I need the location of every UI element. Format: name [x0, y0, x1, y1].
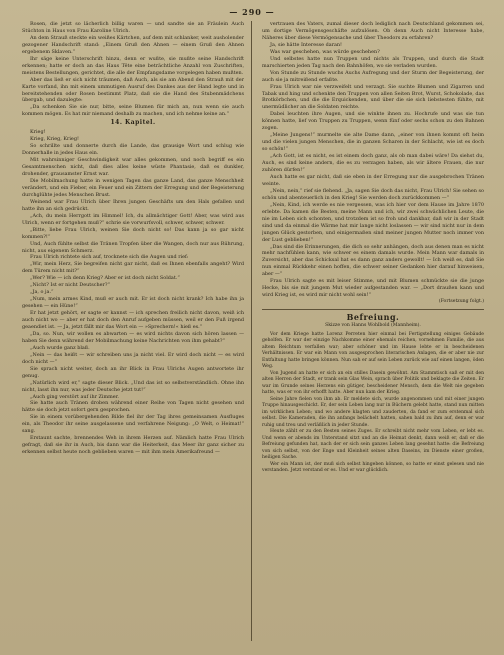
paragraph: „Num, mein armes Kind, muß er auch mit. Er ist doch nicht krank? Ich habe ihn ja gesehen — ein Hüne!“	[22, 296, 244, 310]
page-number: — 290 —	[229, 7, 275, 17]
paragraph: „Ach Gott, ist es nicht, es ist einem doch ganz, als ob man dabei wäre! Da siehst du, Auch, es sind keine andern, die es zu verzagen haben, als wir ältere Frauen, die nur zuhören dürfen!“	[262, 153, 484, 174]
paragraph: Krieg!	[30, 129, 46, 136]
paragraph: vertrauen des Vaters, zumal dieser doch lediglich nach Deutschland gekommen sei, um dortige Vermögensgeschäfte aufzulösen. Ob denn Auch nicht Interesse habe, Näheres über diese Vermögensache und über Theodors zu erfahren?	[262, 21, 484, 41]
paragraph: Sie hatte auch Tränen droben während einer Reihe von Tagen nicht gesehen und hätte sie doch jetzt sofort gern gesprochen.	[22, 400, 244, 414]
section-title: Befreiung.	[346, 312, 400, 323]
paragraph: Sie sprach nicht weiter, doch an ihr Blick in Frau Ulrichs Augen antwortete ihr genug.	[22, 365, 244, 379]
paragraph: Wer ein Mann ist, der muß sich selbst hingeben können, so hatte er einst gelesen und nie verstanden. Jetzt verstand er es. Und er war glücklich.	[262, 461, 484, 474]
paragraph: Frau Ulrich sagte es mit leiser Stimme, und mit Blumen schmückte sie die junge Hecke, bis sie mit jungem Mut wieder aufgestanden war. — „Dort draußen kann und wird Krieg ist, es wird mir nicht wohl sein!“	[262, 278, 484, 299]
column-divider	[251, 21, 252, 641]
paragraph: Dabei leuchten ihre Augen, und sie winkte ihnen zu. Hochrufe und was sie tun können hatte, lief von Truppen zu Truppen, wenn fünf oder sechs schon zu den Bahnen zogen.	[262, 111, 484, 132]
paragraph: „Da schenken Sie sie nur, bitte, seine Blumen für mich an, nun wenn sie auch kommen mögen. Es hat mir niemand deshalb zu machen, und ich nehme keine an.“	[22, 104, 244, 118]
paragraph: „Nicht? Ist er nicht Deutscher?“	[30, 282, 110, 289]
left-column	[22, 21, 244, 649]
paragraph: Und, Auch fühlte selbst die Tränen Tropfen über die Wangen, doch nur aus Rührung, nicht, aus eigenem Schmerz.	[22, 240, 244, 254]
paragraph: An dem Strauß steckte ein weißes Kärtchen, auf dem mit schlanker, weit ausholender gezogener Handschrift stand: „Einem Gruß den Ahnen — einem Gruß den Ahnen ergebenem Sklaven.“	[22, 34, 244, 55]
paragraph: Er hat jetzt gehört, er sagte er kannst — ich sprechen freilich nicht davon, weiß ich auch nicht wo — aber er hat doch den Anruf aufgeben müssen, weil er den Fuß irgend geaendiet ist. — Ja, jetzt fällt mir das Wort ein — »Sprechern!« hieß es.“	[22, 310, 244, 330]
section-divider	[262, 309, 484, 310]
paragraph: Heute zählt er zu den Besten seines Zuges. Er schreibt nicht mehr vom Leben, er lebt es. Und wenn er abends im Unterstand sitzt und an die Heimat denkt, dann weiß er, daß er die Befreiung gefunden hat, nach der er sich sein ganzes Leben lang gesehnt hatte: die Befreiung von sich selbst, von der Enge und Kleinheit seines alten Daseins, im Dienste einer großen, heiligen Sache.	[262, 429, 484, 461]
paragraph: Von Jugend an hatte er sich an ein stilles Dasein gewöhnt. Am Stammtisch saß er mit den alten Herren der Stadt, er trank sein Glas Wein, sprach über Politik und beklagte die Zeiten. Er war im Grunde seines Herzens ein gütiger, bescheidener Mensch, dem die Welt nie gegeben hatte, was er von ihr erhofft hatte. Aber nun kam der Krieg.	[262, 370, 484, 396]
paragraph: Die Mobilmachung hatte in wenigen Tagen das ganze Land, das ganze Menschheit verändert, und ein Fieber, ein Feuer und ein Zittern der Erregung und der Begeisterung durchglühte jedes Menschen Brust.	[22, 177, 244, 198]
paragraph: „Wir, mein Herz, Sie begreifen nicht gar nicht, daß es Ihnen ebenfalls angeht? Wird dem Türem nicht mit?“	[22, 261, 244, 275]
byline: Skizze von Hanns Wohlbold (Mannheim).	[325, 323, 421, 329]
paragraph: Was war geschehen, was würde geschehen?	[270, 48, 380, 55]
paragraph: Auch hatte es gar nicht, daß sie eben in der Erregung nur die ausgebrochen Tränen weinte.	[262, 173, 484, 187]
paragraph: Und selbstes hatte nun Truppen und nichts als Truppen, und durch die Stadt marschierten jeden Tag nach den Bahnhöfen, wo sie verladen wurden.	[262, 55, 484, 69]
paragraph: „Nein, Kind, ich werde es nie vergessen, was ich hier vor dem Hause im Jahre 1870 erlebte. Da kamen die Besten, meine Mann und ich, wir zwei schwächlichen Leute, die nie im Leben sich schonten, und trotzdem ist so froh und dankbar, daß wir in der Stadt sind und da einmal die Wärme hat mir lange nicht loslassen — wir sind nicht nur in dem jungen Glück gestorben, und einigermaßen sind meiner jungen Mutter noch immer von der Lust geblieben!“	[262, 201, 484, 243]
continuation-note: (Fortsetzung folgt.)	[438, 299, 484, 305]
paragraph: Seine Jahre fielen von ihm ab. Er meldete sich, wurde angenommen und mit einer jungen Truppe hinausgeschickt. Er, der sein Leben lang nur in Büchern gelebt hatte, stand nun mitten im wirklichen Leben; und wo andere klagten und zauderten, da fand er zum erstenmal sich selbst. Die Kameraden, die ihn anfangs belächelt hatten, sahen bald zu ihm auf, denn er war ruhig und treu und verläßlich in jeder Stunde.	[262, 396, 484, 428]
paragraph: Erstaunt sachte, brennendes Weh in ihrem Herzen auf. Nämlich hatte Frau Ulrich gefragt, daß sie ihr in Auch, bis dann war die Heiterkeit, das Meer ihr ganz sicher zu erkennen selbst heute noch geblieben waren — mit ihm mein Amerikafreund —	[22, 435, 244, 456]
paragraph: „Ja, o ja.“	[30, 289, 54, 296]
paragraph: Aber das ließ er sich nicht träumen, daß Auch, als sie am Abend den Strauß mit der Karte vorfand, ihn mit einem ummutigen Ausruf des Dankes aus der Hand legte und in bereitstehenden oder Rosen bestimmt Platz, daß sie die Hand des Stubenmädchens übergab, und dazulegte:	[22, 76, 244, 104]
paragraph: „Meine Jungens!“ murmelte sie alte Dame dann, „einer von ihnen kommt oft heim und die vielen jungen Menschen, die in ganzen Scharen in der Schlacht, wie ist es doch so schön!“	[262, 132, 484, 153]
right-column	[262, 21, 484, 649]
sketch-text	[262, 332, 484, 475]
right-column-story-text	[262, 21, 484, 299]
paragraph: „Auch ging verstört auf ihr Zimmer.	[30, 393, 119, 400]
paragraph: Weinend war Frau Ulrich über Ihren jungen Geschäfts um den Hals gefallen und hatte ihn an sich gedrückt.	[22, 198, 244, 212]
paragraph: „Nein, nein,“ rief sie flehend. „Ja, sagen Sie doch das nicht, Frau Ulrich! Sie sehen so schön und abenteuerlich in den Krieg! Sie werden doch zurückkommen —“	[262, 187, 484, 201]
paragraph: „Nein — das heißt — wir schreiben uns ja nicht viel. Er wird doch nicht — es wird doch nicht —“	[22, 351, 244, 365]
paragraph: Sie in einem vorübergehenden Bilde fiel ihr der Tag ihres gemeinsamen Ausfluges ein, als Theodor ihr seine ausgelassene und verfahrene Neigung: „O Welt, o Heimat!“ sang.	[22, 414, 244, 435]
paragraph: „Wer? Wie — ich denn Krieg? Aber er ist doch nicht Soldat.“	[30, 275, 180, 282]
paragraph: „Bitte, liebe Frau Ulrich, weinen Sie doch nicht so! Das kann ja so gar nicht kommen?!“	[22, 226, 244, 240]
paragraph: Frau Ulrich richtete sich auf, trocknete sich die Augen und rief:	[30, 254, 189, 261]
paragraph: „Da, so. Nun, wir wollen es abwarten — es wird nichts davon sich hören lassen — haben Sie denn während der Mobilmachung keine Nachrichten von ihm gehabt?“	[22, 330, 244, 344]
paragraph: Krieg, Krieg, Krieg!	[30, 136, 79, 143]
paragraph: „Auch wurde ganz blaß.	[30, 344, 90, 351]
paragraph: Ja, sie hätte Interesse daran!	[270, 41, 343, 48]
chapter-heading: 14. Kapitel.	[110, 119, 156, 127]
paragraph: Ihr säge keine Unterschrift hinzu, denn er wußte, sie mußte seine Handschrift erkennen; hatte er doch an das Haus Tête eine beträchtliche Anzahl von Zuschriften, meistens Bestellungen, gerichtet, die alle der Empfangsdame vorgelegen haben mußten.	[22, 55, 244, 76]
paragraph: „Das sind die Erinnerungen, die dich so sehr anhängen, doch aus denen man es nicht mehr nachfühlen kann, wie schwer es einem damals wurde. Mein Mann war damals in Zuversicht, aber das Schicksal hat es dann ganz anders gewollt! — Ich weiß es, daß Sie nun einmal Rückkehr einen hoffen, die schwer seiner Gedanken hier darauf hinweisen, aber —“	[262, 243, 484, 278]
paragraph: Von Stunde zu Stunde wuchs Auchs Aufregung und der Sturm der Begeisterung, der auch sie ja mitreißend erfaßte.	[262, 69, 484, 83]
paragraph: Frau Ulrich war nie verzweifelt und verzagt. Sie suchte Blumen und Zigarren und Tabak und hing und schenkte den Truppen von allen Seiten Brot, Wurst, Schokolade, das Brotkörbchen, und die die Erquickenden, und über die sie sich liebstesten fühlte, mit unermüdlicher an die Soldaten reichte.	[262, 83, 484, 111]
paragraph: Vor dem Kriege hatte Lorenz Perreten hier einmal bei Fertigstellung einiges Gebäude geholfen. Er war der einzige Nachkomme einer ehemals reichen, vornehmen Familie, die aus altem Reichtum verfallen war; aber schöner und im Hause lebte er in bescheidenen Verhältnissen. Er war ein Mann von ausgesprochen literarischen Anlagen, die er aber nie zur Entfaltung hatte bringen können. Nun sah er auf sein Leben zurück wie auf einen langen, öden Weg.	[262, 331, 484, 370]
paragraph: „Natürlich wird er,“ sagte dieser Blick. „Und das ist so selbstverständlich. Ohne ihn nicht, lasst ihn nur, was jeder Deutsche jetzt tut!“	[22, 379, 244, 393]
left-column-chapter-text	[22, 129, 244, 456]
left-column-story-continuation	[22, 21, 244, 118]
paragraph: „Ach, du mein Herrgott im Himmel! Ich, du allmächtiger Gott! Aber, was wird aus Ulrich, wenn er fortgehen muß?“ schrie sie vorwurfsvoll, schwer, schwer, schwer.	[22, 212, 244, 226]
paragraph: Rosen, die jetzt so lächerlich billig waren — und sandte sie an Fräulein Auch Stüchton in Haus von Frau Karoline Ulrich.	[22, 21, 244, 34]
paragraph: Mit wahrsinniger Geschwindigkeit war alles gekommen, und noch begriff es ein Gesamtmenschen nicht, daß dies alles keine wüste Phantasie, daß es dunkler, drohender, grausamster Ernst war.	[22, 157, 244, 178]
paragraph: So schrillte und donnerte durch die Lande, das grausige Wort und schlug wie Donnerhalle in jedes Haus ein.	[22, 143, 244, 157]
